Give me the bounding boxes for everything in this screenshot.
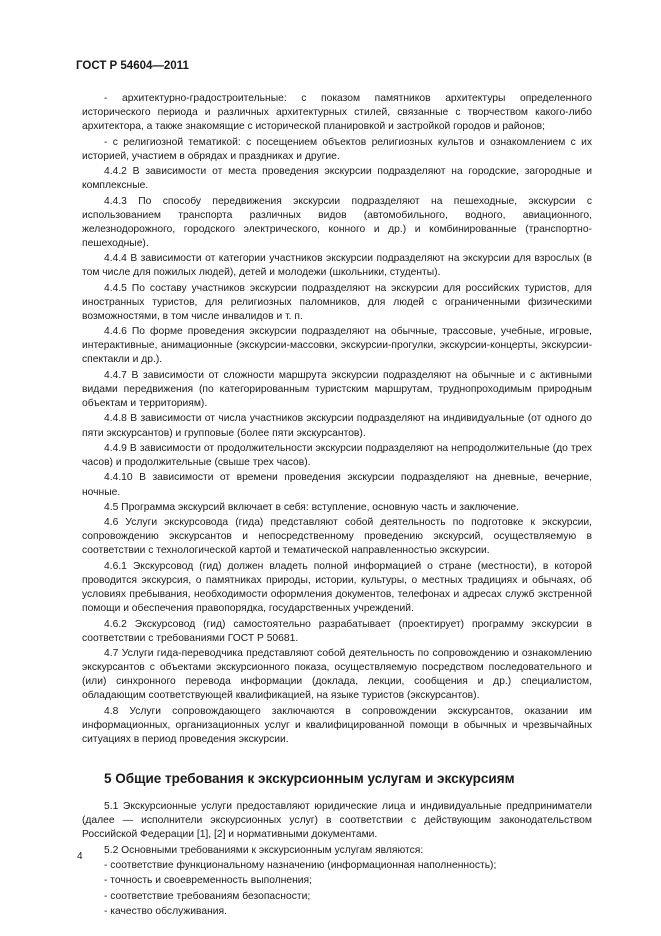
paragraph: 4.6.1 Экскурсовод (гид) должен владеть полной информацией о стране (местности), в которой проводится экскурсия, о памятниках природы, истории, культуры, о местных традициях и обычаях, об условиях пребывания, необходимости оформления документов, телефонах и адресах служб экстренной помощи и обеспечения правопорядка, государственных учреждений. <box>82 560 592 615</box>
paragraph: 4.6.2 Экскурсовод (гид) самостоятельно разрабатывает (проектирует) программу экскурсии в соответствии с требованиями ГОСТ Р 50681. <box>82 618 592 644</box>
paragraph: 4.7 Услуги гида-переводчика представляют собой деятельность по сопровождению и ознакомлению экскурсантов с объектами экскурсионного показа, осуществляемую посредством последовательного и (или) синхронного перевода информации (доклада, лекции, сообщения и др.) специалистом, обладающим соответствующей квалификацией, на языке туристов (экскурсантов). <box>82 648 592 702</box>
paragraph: 4.4.10 В зависимости от времени проведения экскурсии подразделяют на дневные, вечерние, ночные. <box>82 472 592 498</box>
paragraph: - точность и своевременность выполнения; <box>104 875 312 887</box>
paragraph: 4.4.3 По способу передвижения экскурсии подразделяют на пешеходные, экскурсии с использованием транспорта различных видов (автомобильного, водного, авиационного, железнодорожного, городского электрического, конного и др.) и комбинированные (транспортно-пешеходные). <box>82 195 592 249</box>
paragraph: 4.4.6 По форме проведения экскурсии подразделяют на обычные, трассовые, учебные, игровые, интерактивные, анимационные (экскурсии-массовки, экскурсии-прогулки, экскурсии-концерты, экскурсии-спектакли и др.). <box>82 326 592 366</box>
paragraph: - с религиозной тематикой: с посещением объектов религиозных культов и ознакомлением с их историей, участием в обрядах и праздниках и другие. <box>82 136 592 162</box>
paragraph: 4.4.2 В зависимости от места проведения экскурсии подразделяют на городские, загородные и комплексные. <box>82 166 592 192</box>
paragraph: 5.2 Основными требованиями к экскурсионным услугам являются: <box>104 844 424 856</box>
paragraph: 5.1 Экскурсионные услуги предоставляют юридические лица и индивидуальные предприниматели (далее — исполнители экскурсионных услуг) в соответствии с действующим законодательством Российской Федерации [1], [2] и нормативными документами. <box>82 800 592 841</box>
paragraph: - соответствие функциональному назначению (информационная наполненность); <box>104 859 497 871</box>
paragraph: - качество обслуживания. <box>104 906 227 918</box>
section-5-heading: 5 Общие требования к экскурсионным услугам и экскурсиям <box>104 770 515 786</box>
paragraph: 4.4.8 В зависимости от числа участников экскурсии подразделяют на индивидуальные (от одного до пяти экскурсантов) и групповые (более пяти экскурсантов). <box>82 413 592 439</box>
document-body <box>82 92 592 921</box>
section-4-continuation <box>82 92 592 747</box>
page-number: 4 <box>77 851 83 862</box>
paragraph: 4.4.5 По составу участников экскурсии подразделяют на экскурсии для российских туристов, для иностранных туристов, для религиозных паломников, для людей с ограниченными физическими возможностями, в том числе инвалидов и т. п. <box>82 282 592 322</box>
document-header: ГОСТ Р 54604—2011 <box>76 60 189 72</box>
paragraph: 4.5 Программа экскурсий включает в себя: вступление, основную часть и заключение. <box>104 501 519 513</box>
paragraph: 4.4.9 В зависимости от продолжительности экскурсии подразделяют на непродолжительные (до трех часов) и продолжительные (свыше трех часов). <box>82 442 592 469</box>
paragraph: 4.4.7 В зависимости от сложности маршрута экскурсии подразделяют на обычные и с активными видами передвижения (по категорированным туристским маршрутам, труднопроходимым природным объектам и территориям). <box>82 369 592 410</box>
section-5-body <box>82 800 592 919</box>
paragraph: 4.6 Услуги экскурсовода (гида) представляют собой деятельность по подготовке к экскурсии, сопровождению экскурсантов и непосредственному проведению экскурсий, осуществляемую в соответствии с технологической картой и тематической направленностью экскурсии. <box>82 517 592 557</box>
paragraph: - соответствие требованиям безопасности; <box>104 890 311 902</box>
paragraph: - архитектурно-градостроительные: с показом памятников архитектуры определенного исторического периода и различных архитектурных стилей, связанные с творчеством какого-либо архитектора, а также знакомящие с исторической планировкой и застройкой городов и районов; <box>82 93 592 133</box>
paragraph: 4.8 Услуги сопровождающего заключаются в сопровождении экскурсантов, оказании им информационных, организационных услуг и квалифицированной помощи в обычных и чрезвычайных ситуациях в период проведения экскурсии. <box>82 705 592 745</box>
paragraph: 4.4.4 В зависимости от категории участников экскурсии подразделяют на экскурсии для взрослых (в том числе для пожилых людей), детей и молодежи (школьники, студенты). <box>82 253 592 279</box>
